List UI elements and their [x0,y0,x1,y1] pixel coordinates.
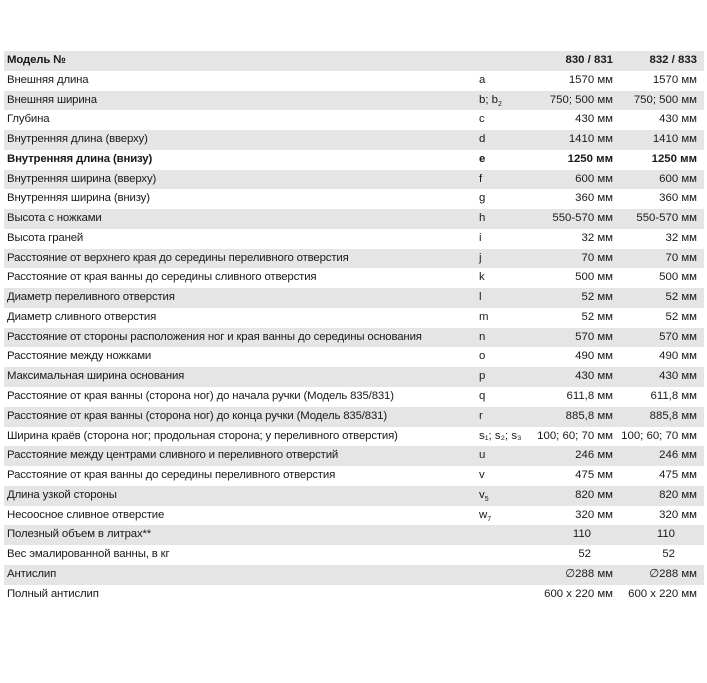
value-832-833: 430 мм [659,370,697,383]
value-832-833: 475 мм [659,469,697,482]
table-row [4,545,704,565]
table-row [4,170,704,190]
table-row [4,249,704,269]
row-symbol-text: l [479,291,482,304]
row-label: Ширина краёв (сторона ног; продольная сторона; у переливного отверстия) [7,429,398,442]
row-label: Расстояние от края ванны до середины переливного отверстия [7,469,336,482]
row-label: Расстояние от края ванны (сторона ног) до начала ручки (Модель 835/831) [7,390,394,403]
value-830-831: 550-570 мм [552,212,613,225]
table-row [4,525,704,545]
row-symbol [479,229,482,250]
row-symbol-text: w [479,508,488,521]
table-row [4,150,704,170]
row-label: Внешняя ширина [7,93,97,106]
row-symbol-text: c [479,113,485,126]
row-symbol-subscript: 2 [498,100,502,108]
row-symbol [479,288,482,309]
row-symbol [479,189,485,210]
value-830-831: 32 мм [581,231,613,244]
row-symbol [479,347,485,368]
row-symbol [479,466,485,487]
row-symbol [479,506,491,527]
row-symbol [479,446,485,467]
value-832-833: 70 мм [665,251,697,264]
row-symbol [479,150,485,171]
row-label: Расстояние между центрами сливного и переливного отверстий [7,449,339,462]
header-row [4,51,704,71]
row-symbol-text: g [479,192,486,205]
row-label: Внутренняя длина (внизу) [7,152,153,165]
value-830-831: 600 x 220 мм [544,587,613,600]
row-symbol [479,387,485,408]
value-830-831: 52 мм [581,310,613,323]
row-symbol-subscript: 5 [484,495,489,503]
table-row [4,367,704,387]
value-830-831: 600 мм [575,172,613,185]
value-830-831: 500 мм [575,271,613,284]
row-symbol [479,91,502,112]
value-830-831: 52 [578,548,591,561]
value-832-833: 100; 60; 70 мм [621,429,697,442]
value-832-833: 550-570 мм [636,212,697,225]
row-label: Внешняя длина [7,73,89,86]
row-symbol-text: i [479,231,482,244]
table-row [4,427,704,447]
value-830-831: 70 мм [581,251,613,264]
row-label: Высота граней [7,231,84,244]
row-label: Максимальная ширина основания [7,370,185,383]
row-symbol-text: j [479,251,482,264]
value-830-831: 570 мм [575,330,613,343]
row-symbol [479,268,485,289]
value-830-831: 100; 60; 70 мм [537,429,613,442]
row-label: Полный антислип [7,587,99,600]
row-symbol-text: v [479,469,485,482]
value-832-833: 52 мм [665,291,697,304]
row-symbol-text: d [479,133,486,146]
row-symbol-text: u [479,449,486,462]
row-symbol-text: m [479,310,489,323]
row-label: Длина узкой стороны [7,488,117,501]
table-row [4,110,704,130]
row-symbol-text: f [479,172,483,185]
value-832-833: 52 мм [665,310,697,323]
value-830-831: ∅288 мм [565,567,613,580]
row-label: Расстояние от края ванны (сторона ног) до конца ручки (Модель 835/831) [7,409,388,422]
row-symbol [479,367,485,388]
row-symbol-text: h [479,212,486,225]
value-832-833: 360 мм [659,192,697,205]
table-row [4,328,704,348]
value-832-833: 611,8 мм [650,390,697,403]
value-832-833: 490 мм [659,350,697,363]
table-row [4,268,704,288]
row-symbol-text: p [479,370,486,383]
row-symbol-text: s₁; s₂; s₃ [479,429,522,442]
value-832-833: 600 мм [659,172,697,185]
row-symbol [479,328,485,349]
value-830-831: 490 мм [575,350,613,363]
row-symbol [479,427,522,448]
row-label: Внутренняя ширина (вверху) [7,172,157,185]
row-label: Глубина [7,113,50,126]
row-label: Расстояние между ножками [7,350,152,363]
table-row [4,486,704,506]
row-symbol-text: a [479,73,486,86]
row-symbol-text: k [479,271,485,284]
value-830-831: 430 мм [575,113,613,126]
table-row [4,71,704,91]
row-symbol-text: n [479,330,486,343]
value-830-831: 110 [572,528,591,541]
value-832-833: 570 мм [659,330,697,343]
row-label: Внутренняя ширина (внизу) [7,192,150,205]
table-row [4,308,704,328]
value-830-831: 246 мм [575,449,613,462]
table-row [4,130,704,150]
value-830-831: 430 мм [575,370,613,383]
row-label: Полезный объем в литрах** [7,528,152,541]
row-symbol-text: v [479,488,485,501]
table-row [4,288,704,308]
header-model-830-831: 830 / 831 [565,54,613,66]
table-row [4,446,704,466]
row-label: Расстояние от края ванны до середины сливного отверстия [7,271,317,284]
table-row [4,407,704,427]
value-830-831: 360 мм [575,192,613,205]
value-832-833: 1410 мм [652,133,697,146]
header-label: Модель № [7,54,66,66]
value-832-833: 820 мм [659,488,697,501]
value-832-833: 500 мм [659,271,697,284]
row-symbol [479,407,483,428]
row-label: Вес эмалированной ванны, в кг [7,548,170,561]
row-label: Расстояние от стороны расположения ног и края ванны до середины основания [7,330,422,343]
row-symbol-text: e [479,152,486,165]
row-symbol-subscript: 7 [487,515,492,523]
table-row [4,347,704,367]
table-row [4,229,704,249]
value-832-833: 1570 мм [652,73,697,86]
value-832-833: 600 x 220 мм [628,587,697,600]
table-row [4,506,704,526]
value-832-833: 32 мм [665,231,697,244]
table-row [4,585,704,605]
row-symbol [479,249,482,270]
value-832-833: 52 [662,548,675,561]
header-model-832-833: 832 / 833 [649,54,697,66]
table-row [4,565,704,585]
table-row [4,91,704,111]
value-832-833: ∅288 мм [649,567,697,580]
value-830-831: 1250 мм [567,152,613,165]
row-label: Расстояние от верхнего края до середины переливного отверстия [7,251,349,264]
value-832-833: 750; 500 мм [633,93,697,106]
row-symbol [479,130,485,151]
value-832-833: 246 мм [659,449,697,462]
row-label: Внутренняя длина (вверху) [7,133,148,146]
value-832-833: 110 [656,528,675,541]
value-832-833: 1250 мм [651,152,697,165]
value-830-831: 475 мм [575,469,613,482]
table-row [4,387,704,407]
value-830-831: 611,8 мм [566,390,613,403]
row-label: Высота с ножками [7,212,102,225]
table-body [4,71,704,605]
value-830-831: 820 мм [575,488,613,501]
row-symbol-text: r [479,409,483,422]
value-832-833: 885,8 мм [649,409,697,422]
row-symbol [479,209,485,230]
row-label: Диаметр переливного отверстия [7,291,175,304]
value-830-831: 1570 мм [568,73,613,86]
row-label: Диаметр сливного отверстия [7,310,157,323]
value-830-831: 885,8 мм [565,409,613,422]
value-832-833: 430 мм [659,113,697,126]
row-symbol [479,308,489,329]
table-row [4,466,704,486]
value-830-831: 52 мм [581,291,613,304]
value-830-831: 1410 мм [568,133,613,146]
row-symbol [479,110,485,131]
row-symbol [479,170,482,191]
value-832-833: 320 мм [659,508,697,521]
row-symbol-text: b; b [479,93,498,106]
value-830-831: 320 мм [575,508,613,521]
table-row [4,209,704,229]
row-symbol [479,486,489,507]
value-830-831: 750; 500 мм [549,93,613,106]
row-symbol [479,71,485,92]
table-row [4,189,704,209]
row-symbol-text: q [479,390,486,403]
row-label: Антислип [7,567,57,580]
spec-table [4,51,704,604]
row-symbol-text: o [479,350,486,363]
row-label: Несоосное сливное отверстие [7,508,165,521]
